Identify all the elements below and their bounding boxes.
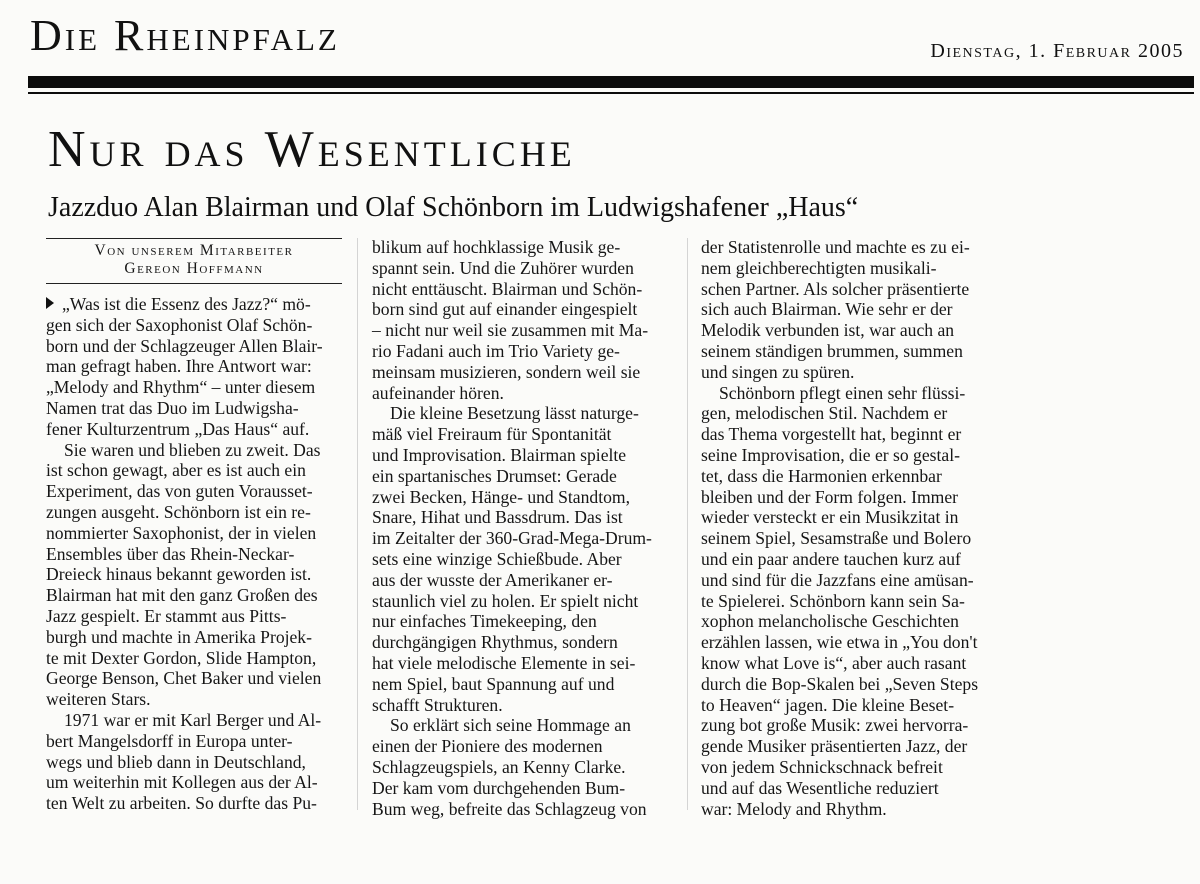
text-line: und sind für die Jazzfans eine amüsan- (701, 569, 974, 590)
text-line: mäß viel Freiraum für Spontanität (372, 424, 612, 445)
article-paragraph (701, 237, 997, 383)
masthead-thick-rule (28, 76, 1194, 88)
text-line: war: Melody and Rhythm. (701, 798, 887, 819)
text-line: um weiterhin mit Kollegen aus der Al- (46, 772, 318, 793)
text-line: nem Spiel, baut Spannung auf und (372, 673, 615, 694)
text-line: Melodik verbunden ist, war auch an (701, 320, 955, 341)
text-line-with-marker (46, 294, 342, 315)
text-line: Schlagzeugspiels, an Kenny Clarke. (372, 756, 626, 777)
masthead-thin-rule (28, 92, 1194, 94)
text-line: nur einfaches Timekeeping, den (372, 611, 597, 632)
text-line: der Statistenrolle und machte es zu ei- (701, 237, 970, 257)
text-line: know what Love is“, aber auch rasant (701, 652, 967, 673)
text-line: wegs und blieb dann in Deutschland, (46, 751, 306, 772)
text-line: Sie waren und blieben zu zweit. Das (64, 439, 321, 460)
text-line: aufeinander hören. (372, 382, 504, 403)
column-divider (687, 238, 688, 810)
text-line: rio Fadani auch im Trio Variety ge- (372, 340, 620, 361)
byline (46, 238, 342, 284)
text-line: 1971 war er mit Karl Berger und Al- (64, 709, 322, 730)
text-line: Der kam vom durchgehenden Bum- (372, 777, 626, 798)
column-divider (357, 238, 358, 810)
text-line: gen sich der Saxophonist Olaf Schön- (46, 314, 313, 335)
text-line: gende Musiker präsentierten Jazz, der (701, 736, 968, 757)
text-line: Jazz gespielt. Er stammt aus Pitts- (46, 605, 287, 626)
text-line: nem gleichberechtigten musikali- (701, 257, 937, 278)
article-paragraph (701, 383, 997, 820)
text-line: und ein paar andere tauchen kurz auf (701, 548, 961, 569)
text-line: schafft Strukturen. (372, 694, 503, 715)
text-line: Blairman hat mit den ganz Großen des (46, 585, 318, 606)
article-column-3 (701, 237, 997, 819)
article-column-1 (46, 238, 342, 814)
text-line: und auf das Wesentliche reduziert (701, 777, 939, 798)
text-line: George Benson, Chet Baker und vielen (46, 668, 322, 689)
text-line: seinem ständigen brummen, summen (701, 340, 963, 361)
article-paragraph (46, 294, 342, 440)
article-paragraph (372, 403, 668, 715)
text-line: fener Kulturzentrum „Das Haus“ auf. (46, 418, 310, 439)
text-line: spannt sein. Und die Zuhörer wurden (372, 257, 634, 278)
text-line: Dreieck hinaus bekannt geworden ist. (46, 564, 312, 585)
text-line: seine Improvisation, die er so gestal- (701, 444, 960, 465)
text-line: aus der wusste der Amerikaner er- (372, 569, 613, 590)
text-line: tet, dass die Harmonien erkennbar (701, 465, 942, 486)
text-line: te mit Dexter Gordon, Slide Hampton, (46, 647, 317, 668)
text-line: ein spartanisches Drumset: Gerade (372, 465, 617, 486)
article-paragraph (372, 237, 668, 403)
text-line: Schönborn pflegt einen sehr flüssi- (719, 382, 966, 403)
text-line: So erklärt sich seine Hommage an (390, 715, 631, 736)
text-line: „Was ist die Essenz des Jazz?“ mö- (62, 294, 311, 314)
text-line: einen der Pioniere des modernen (372, 736, 603, 757)
text-line: erzählen lassen, wie etwa in „You don't (701, 632, 978, 653)
text-line: xophon melancholische Geschichten (701, 611, 959, 632)
text-line: man gefragt haben. Ihre Antwort war: (46, 356, 312, 377)
text-line: das Thema vorgestellt hat, beginnt er (701, 424, 962, 445)
text-line: ten Welt zu arbeiten. So durfte das Pu- (46, 793, 317, 814)
article-paragraph (46, 440, 342, 710)
article-headline: Nur das Wesentliche (48, 121, 576, 178)
article-paragraph (372, 715, 668, 819)
text-line: sets eine winzige Schießbude. Aber (372, 548, 622, 569)
text-line: Bum weg, befreite das Schlagzeug von (372, 798, 647, 819)
text-line: Experiment, das von guten Vorausset- (46, 481, 313, 502)
text-line: nicht enttäuscht. Blairman und Schön- (372, 278, 643, 299)
issue-date: Dienstag, 1. Februar 2005 (930, 40, 1184, 62)
text-line: nommierter Saxophonist, der in vielen (46, 522, 317, 543)
text-line: meinsam musizieren, sondern weil sie (372, 361, 641, 382)
text-line: seinem Spiel, Sesamstraße und Bolero (701, 528, 972, 549)
text-line: durch die Bop-Skalen bei „Seven Steps (701, 673, 979, 694)
article-paragraph (46, 710, 342, 814)
text-line: – nicht nur weil sie zusammen mit Ma- (372, 320, 649, 341)
text-line: hat viele melodische Elemente in sei- (372, 652, 636, 673)
article-subheadline: Jazzduo Alan Blairman und Olaf Schönborn im Ludwigshafener „Haus“ (48, 192, 859, 223)
byline-author: Gereon Hoffmann (124, 260, 264, 277)
text-line: Namen trat das Duo im Ludwigsha- (46, 397, 299, 418)
text-line: bleiben und der Form folgen. Immer (701, 486, 958, 507)
newspaper-name: Die Rheinpfalz (30, 11, 340, 60)
text-line: blikum auf hochklassige Musik ge- (372, 237, 621, 257)
text-line: bert Mangelsdorff in Europa unter- (46, 730, 293, 751)
text-line: schen Partner. Als solcher präsentierte (701, 278, 970, 299)
text-line: gen, melodischen Stil. Nachdem er (701, 403, 948, 424)
text-line: zung bot große Musik: zwei hervorra- (701, 715, 969, 736)
text-line: born und der Schlagzeuger Allen Blair- (46, 335, 323, 356)
text-line: weiteren Stars. (46, 689, 151, 710)
article-column-2 (372, 237, 668, 819)
text-line: te Spielerei. Schönborn kann sein Sa- (701, 590, 965, 611)
text-line: „Melody and Rhythm“ – unter diesem (46, 377, 316, 398)
text-line: und Improvisation. Blairman spielte (372, 444, 627, 465)
text-line: to Heaven“ jagen. Die kleine Beset- (701, 694, 955, 715)
text-line: Ensembles über das Rhein-Neckar- (46, 543, 295, 564)
text-line: zungen ausgeht. Schönborn ist ein re- (46, 501, 311, 522)
lead-arrow-icon (46, 297, 54, 309)
text-line: Die kleine Besetzung lässt naturge- (390, 403, 639, 424)
text-line: burgh und machte in Amerika Projek- (46, 626, 312, 647)
text-line: wieder versteckt er ein Musikzitat in (701, 507, 959, 528)
text-line: ist schon gewagt, aber es ist auch ein (46, 460, 306, 481)
byline-role: Von unserem Mitarbeiter (94, 242, 294, 259)
text-line: und singen zu spüren. (701, 361, 855, 382)
text-line: born sind gut auf einander eingespielt (372, 299, 638, 320)
text-line: von jedem Schnickschnack befreit (701, 756, 943, 777)
text-line: Snare, Hihat und Bassdrum. Das ist (372, 507, 623, 528)
text-line: zwei Becken, Hänge- und Standtom, (372, 486, 630, 507)
text-line: im Zeitalter der 360-Grad-Mega-Drum- (372, 528, 652, 549)
text-line: durchgängigen Rhythmus, sondern (372, 632, 618, 653)
text-line: sich auch Blairman. Wie sehr er der (701, 299, 953, 320)
text-line: staunlich viel zu holen. Er spielt nicht (372, 590, 639, 611)
